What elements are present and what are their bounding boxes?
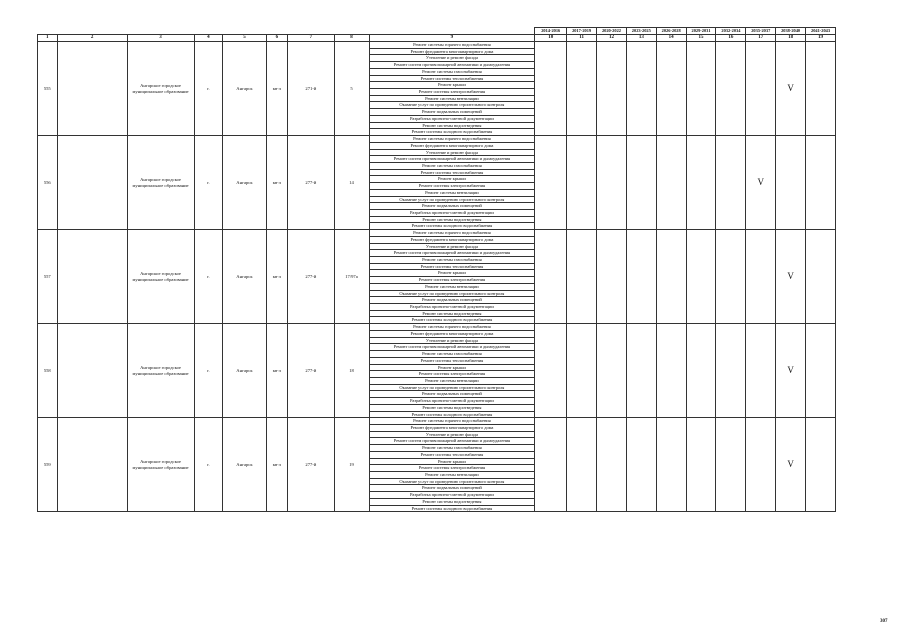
- locality-type-cell: г.: [194, 42, 223, 136]
- house-number-cell: 5: [334, 42, 369, 136]
- work-type-cell: Ремонт системы вентиляции: [369, 472, 535, 479]
- period-header-cell: 2020-2022: [597, 28, 627, 35]
- street-type-cell: кв-л: [266, 136, 288, 230]
- street-cell: 277-й: [288, 230, 334, 324]
- work-type-cell: Ремонт подвальных помещений: [369, 203, 535, 210]
- work-row: [38, 230, 836, 237]
- work-type-cell: Ремонт системы электроснабжения: [369, 89, 535, 96]
- period-cell: [535, 42, 567, 136]
- work-type-cell: Ремонт фундамента многоквартирного дома: [369, 424, 535, 431]
- work-type-cell: Ремонт систем противопожарной автоматики и дымоудаления: [369, 250, 535, 257]
- column-number-cell: 7: [288, 35, 334, 42]
- street-cell: 277-й: [288, 136, 334, 230]
- column-number-cell: 16: [716, 35, 746, 42]
- period-cell: [716, 324, 746, 418]
- work-type-cell: Утепление и ремонт фасада: [369, 149, 535, 156]
- municipality-cell: Ангарское городское муниципальное образование: [127, 136, 194, 230]
- blank-header-cell: [194, 28, 223, 35]
- blank-header-cell: [334, 28, 369, 35]
- period-cell: [806, 42, 836, 136]
- street-type-cell: кв-л: [266, 230, 288, 324]
- work-type-cell: Ремонт системы теплоснабжения: [369, 357, 535, 364]
- period-header-cell: 2023-2025: [626, 28, 656, 35]
- period-header-cell: 2038-2040: [776, 28, 806, 35]
- page-number: 307: [880, 619, 888, 624]
- period-cell: [806, 230, 836, 324]
- record-number-cell: 555: [38, 42, 58, 136]
- period-cell: [656, 230, 686, 324]
- period-cell: [686, 42, 716, 136]
- work-type-cell: Ремонт фундамента многоквартирного дома: [369, 142, 535, 149]
- work-type-cell: Ремонт подвальных помещений: [369, 391, 535, 398]
- work-type-cell: Ремонт крыши: [369, 82, 535, 89]
- work-type-cell: Ремонт системы холодного водоснабжения: [369, 129, 535, 136]
- locality-type-cell: г.: [194, 324, 223, 418]
- column-number-cell: 17: [746, 35, 776, 42]
- locality-cell: Ангарск: [223, 42, 266, 136]
- work-type-cell: Ремонт подвальных помещений: [369, 297, 535, 304]
- work-type-cell: Ремонт крыши: [369, 364, 535, 371]
- period-header-row: [38, 28, 836, 35]
- period-header-cell: 2014-2016: [535, 28, 567, 35]
- work-type-cell: Оказание услуг по проведению строительного контроля: [369, 102, 535, 109]
- period-cell: [597, 230, 627, 324]
- blank-header-cell: [266, 28, 288, 35]
- municipality-cell: Ангарское городское муниципальное образование: [127, 42, 194, 136]
- work-type-cell: Ремонт системы газоснабжения: [369, 162, 535, 169]
- empty-cell: [57, 418, 127, 512]
- house-number-cell: 18: [334, 324, 369, 418]
- period-cell: [597, 324, 627, 418]
- column-number-cell: 1: [38, 35, 58, 42]
- period-cell: [597, 418, 627, 512]
- blank-header-cell: [223, 28, 266, 35]
- work-type-cell: Оказание услуг по проведению строительного контроля: [369, 196, 535, 203]
- work-type-cell: Ремонт системы водоотведения: [369, 310, 535, 317]
- period-cell: [626, 136, 656, 230]
- column-number-cell: 5: [223, 35, 266, 42]
- period-cell: [716, 42, 746, 136]
- column-number-cell: 6: [266, 35, 288, 42]
- column-number-cell: 8: [334, 35, 369, 42]
- scheduled-period-mark: V: [776, 42, 806, 136]
- scheduled-period-mark: V: [746, 136, 776, 230]
- column-number-cell: 3: [127, 35, 194, 42]
- work-type-cell: Ремонт системы вентиляции: [369, 95, 535, 102]
- period-cell: [686, 324, 716, 418]
- empty-cell: [57, 324, 127, 418]
- period-cell: [686, 136, 716, 230]
- period-cell: [567, 324, 597, 418]
- blank-header-cell: [369, 28, 535, 35]
- work-type-cell: Ремонт фундамента многоквартирного дома: [369, 236, 535, 243]
- column-number-cell: 13: [626, 35, 656, 42]
- record-number-cell: 557: [38, 230, 58, 324]
- empty-cell: [57, 136, 127, 230]
- period-cell: [567, 230, 597, 324]
- work-type-cell: Утепление и ремонт фасада: [369, 431, 535, 438]
- record-number-cell: 556: [38, 136, 58, 230]
- blank-header-cell: [288, 28, 334, 35]
- work-type-cell: Ремонт системы холодного водоснабжения: [369, 411, 535, 418]
- municipality-cell: Ангарское городское муниципальное образование: [127, 230, 194, 324]
- house-number-cell: 19: [334, 418, 369, 512]
- work-type-cell: Ремонт системы теплоснабжения: [369, 263, 535, 270]
- locality-type-cell: г.: [194, 230, 223, 324]
- record-number-cell: 558: [38, 324, 58, 418]
- period-cell: [626, 418, 656, 512]
- work-type-cell: Ремонт системы электроснабжения: [369, 277, 535, 284]
- work-type-cell: Разработка проектно-сметной документации: [369, 398, 535, 405]
- work-type-cell: Ремонт системы горячего водоснабжения: [369, 230, 535, 237]
- period-cell: [567, 136, 597, 230]
- column-number-cell: 12: [597, 35, 627, 42]
- empty-cell: [57, 230, 127, 324]
- work-row: [38, 418, 836, 425]
- period-header-cell: 2029-2031: [686, 28, 716, 35]
- column-number-cell: 9: [369, 35, 535, 42]
- work-row: [38, 136, 836, 143]
- work-type-cell: Утепление и ремонт фасада: [369, 243, 535, 250]
- work-type-cell: Разработка проектно-сметной документации: [369, 115, 535, 122]
- work-type-cell: Ремонт систем противопожарной автоматики и дымоудаления: [369, 438, 535, 445]
- locality-type-cell: г.: [194, 418, 223, 512]
- work-type-cell: Оказание услуг по проведению строительного контроля: [369, 478, 535, 485]
- work-type-cell: Ремонт систем противопожарной автоматики и дымоудаления: [369, 62, 535, 69]
- work-type-cell: Разработка проектно-сметной документации: [369, 492, 535, 499]
- period-cell: [597, 136, 627, 230]
- scheduled-period-mark: V: [776, 324, 806, 418]
- work-type-cell: Утепление и ремонт фасада: [369, 337, 535, 344]
- work-type-cell: Ремонт крыши: [369, 176, 535, 183]
- work-row: [38, 42, 836, 49]
- street-cell: 271-й: [288, 42, 334, 136]
- period-cell: [535, 136, 567, 230]
- period-cell: [776, 136, 806, 230]
- locality-cell: Ангарск: [223, 230, 266, 324]
- work-type-cell: Ремонт системы водоотведения: [369, 498, 535, 505]
- municipality-cell: Ангарское городское муниципальное образование: [127, 418, 194, 512]
- work-type-cell: Ремонт системы вентиляции: [369, 377, 535, 384]
- period-header-cell: 2017-2019: [567, 28, 597, 35]
- work-type-cell: Ремонт системы холодного водоснабжения: [369, 223, 535, 230]
- blank-header-cell: [57, 28, 127, 35]
- column-number-cell: 14: [656, 35, 686, 42]
- period-cell: [806, 418, 836, 512]
- period-cell: [535, 418, 567, 512]
- column-number-cell: 11: [567, 35, 597, 42]
- column-number-cell: 19: [806, 35, 836, 42]
- work-type-cell: Ремонт систем противопожарной автоматики и дымоудаления: [369, 156, 535, 163]
- period-cell: [656, 418, 686, 512]
- locality-cell: Ангарск: [223, 136, 266, 230]
- work-type-cell: Ремонт системы водоотведения: [369, 404, 535, 411]
- locality-type-cell: г.: [194, 136, 223, 230]
- street-type-cell: кв-л: [266, 42, 288, 136]
- work-type-cell: Ремонт системы горячего водоснабжения: [369, 136, 535, 143]
- work-type-cell: Утепление и ремонт фасада: [369, 55, 535, 62]
- column-number-row: [38, 35, 836, 42]
- period-cell: [716, 136, 746, 230]
- work-type-cell: Ремонт крыши: [369, 458, 535, 465]
- work-type-cell: Ремонт системы вентиляции: [369, 189, 535, 196]
- work-type-cell: Разработка проектно-сметной документации: [369, 209, 535, 216]
- work-type-cell: Ремонт системы газоснабжения: [369, 445, 535, 452]
- period-header-cell: 2026-2028: [656, 28, 686, 35]
- period-cell: [746, 324, 776, 418]
- period-cell: [567, 42, 597, 136]
- period-header-cell: 2032-2034: [716, 28, 746, 35]
- period-cell: [535, 230, 567, 324]
- period-cell: [626, 42, 656, 136]
- work-type-cell: Ремонт систем противопожарной автоматики и дымоудаления: [369, 344, 535, 351]
- blank-header-cell: [38, 28, 58, 35]
- column-number-cell: 18: [776, 35, 806, 42]
- work-type-cell: Ремонт подвальных помещений: [369, 485, 535, 492]
- period-cell: [716, 230, 746, 324]
- work-type-cell: Ремонт системы теплоснабжения: [369, 451, 535, 458]
- work-type-cell: Ремонт системы горячего водоснабжения: [369, 324, 535, 331]
- column-number-cell: 4: [194, 35, 223, 42]
- work-type-cell: Ремонт системы теплоснабжения: [369, 75, 535, 82]
- scheduled-period-mark: V: [776, 230, 806, 324]
- column-number-cell: 15: [686, 35, 716, 42]
- work-type-cell: Ремонт системы электроснабжения: [369, 465, 535, 472]
- scheduled-period-mark: V: [776, 418, 806, 512]
- house-number-cell: 14: [334, 136, 369, 230]
- work-type-cell: Ремонт системы электроснабжения: [369, 371, 535, 378]
- work-type-cell: Ремонт системы газоснабжения: [369, 257, 535, 264]
- work-type-cell: Ремонт системы теплоснабжения: [369, 169, 535, 176]
- period-header-cell: 2041-2043: [806, 28, 836, 35]
- records-body: [38, 42, 836, 512]
- column-number-cell: 2: [57, 35, 127, 42]
- work-type-cell: Ремонт системы горячего водоснабжения: [369, 418, 535, 425]
- period-cell: [746, 230, 776, 324]
- period-cell: [597, 42, 627, 136]
- municipality-cell: Ангарское городское муниципальное образование: [127, 324, 194, 418]
- period-cell: [746, 42, 776, 136]
- work-type-cell: Ремонт системы электроснабжения: [369, 183, 535, 190]
- period-cell: [686, 230, 716, 324]
- work-type-cell: Ремонт системы горячего водоснабжения: [369, 42, 535, 49]
- street-type-cell: кв-л: [266, 324, 288, 418]
- work-type-cell: Ремонт системы водоотведения: [369, 122, 535, 129]
- work-type-cell: Ремонт системы водоотведения: [369, 216, 535, 223]
- locality-cell: Ангарск: [223, 418, 266, 512]
- work-row: [38, 324, 836, 331]
- period-cell: [686, 418, 716, 512]
- work-type-cell: Ремонт подвальных помещений: [369, 109, 535, 116]
- street-cell: 277-й: [288, 418, 334, 512]
- capital-repair-schedule-table: [37, 27, 836, 512]
- work-type-cell: Ремонт системы холодного водоснабжения: [369, 505, 535, 512]
- work-type-cell: Ремонт крыши: [369, 270, 535, 277]
- street-type-cell: кв-л: [266, 418, 288, 512]
- period-cell: [746, 418, 776, 512]
- work-type-cell: Ремонт системы газоснабжения: [369, 68, 535, 75]
- work-type-cell: Ремонт системы газоснабжения: [369, 351, 535, 358]
- period-cell: [806, 324, 836, 418]
- work-type-cell: Ремонт системы вентиляции: [369, 283, 535, 290]
- work-type-cell: Разработка проектно-сметной документации: [369, 304, 535, 311]
- column-number-cell: 10: [535, 35, 567, 42]
- work-type-cell: Оказание услуг по проведению строительного контроля: [369, 384, 535, 391]
- locality-cell: Ангарск: [223, 324, 266, 418]
- work-type-cell: Ремонт системы холодного водоснабжения: [369, 317, 535, 324]
- work-type-cell: Ремонт фундамента многоквартирного дома: [369, 48, 535, 55]
- period-cell: [716, 418, 746, 512]
- period-cell: [656, 42, 686, 136]
- period-cell: [656, 136, 686, 230]
- work-type-cell: Оказание услуг по проведению строительного контроля: [369, 290, 535, 297]
- empty-cell: [57, 42, 127, 136]
- record-number-cell: 559: [38, 418, 58, 512]
- period-cell: [806, 136, 836, 230]
- period-cell: [626, 324, 656, 418]
- period-cell: [567, 418, 597, 512]
- house-number-cell: 17/97а: [334, 230, 369, 324]
- period-cell: [626, 230, 656, 324]
- period-cell: [535, 324, 567, 418]
- period-cell: [656, 324, 686, 418]
- work-type-cell: Ремонт фундамента многоквартирного дома: [369, 330, 535, 337]
- period-header-cell: 2035-2037: [746, 28, 776, 35]
- street-cell: 277-й: [288, 324, 334, 418]
- blank-header-cell: [127, 28, 194, 35]
